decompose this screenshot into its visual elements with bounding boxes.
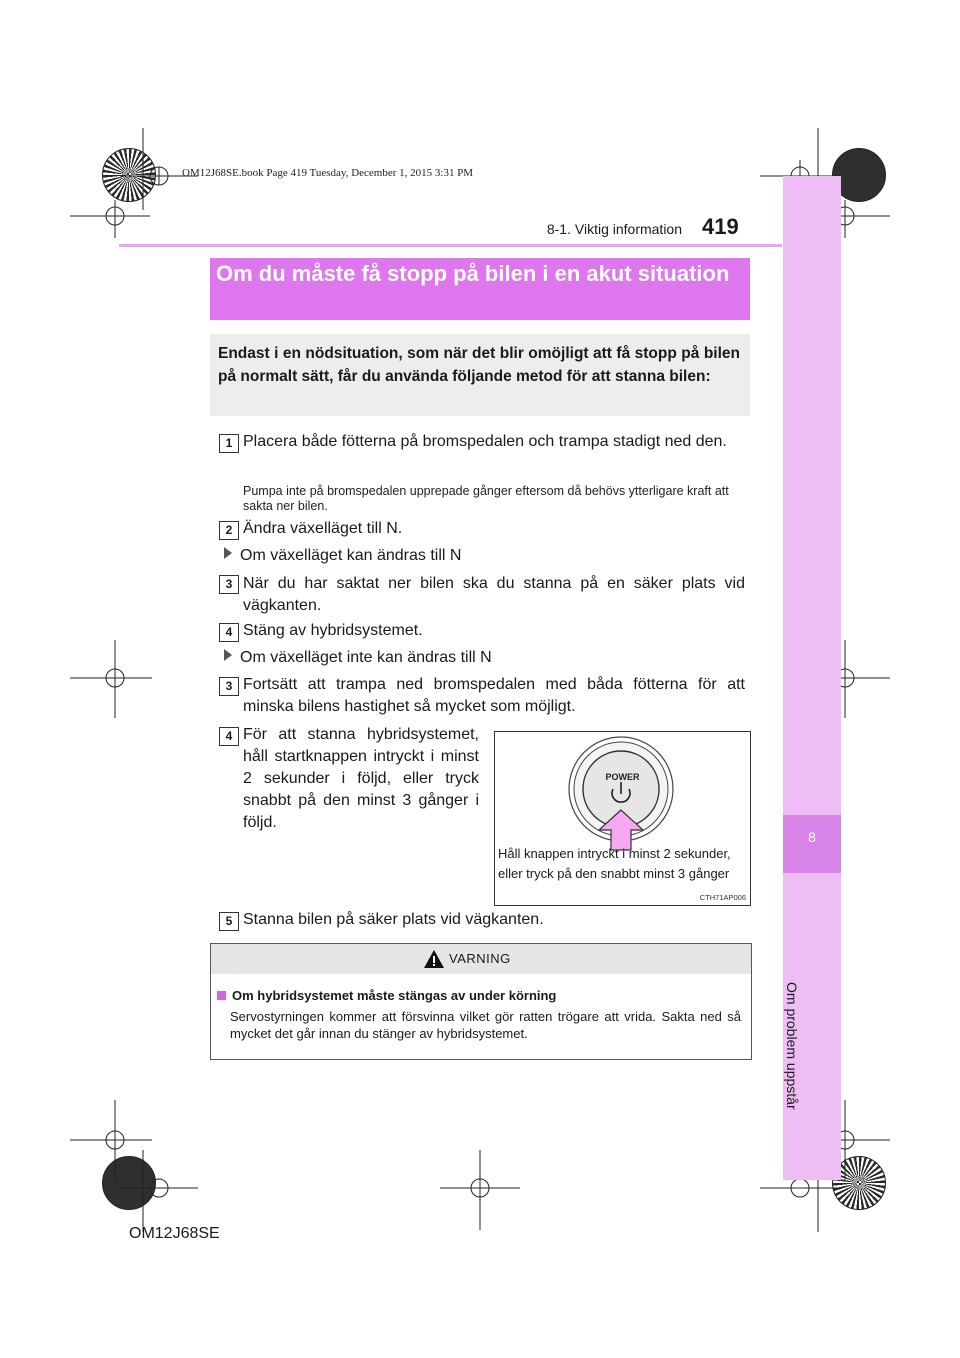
triangle-bullet-icon bbox=[224, 649, 232, 661]
sub-heading-text: Om växelläget kan ändras till N bbox=[240, 547, 462, 564]
step-number: 3 bbox=[219, 575, 239, 594]
intro-box bbox=[210, 334, 750, 416]
header-section-title: 8-1. Viktig information bbox=[546, 221, 682, 237]
step-number: 1 bbox=[219, 434, 239, 453]
step-note: Pumpa inte på bromspedalen upprepade gånger eftersom då behövs ytterligare kraft att sakta ner bilen. bbox=[243, 484, 729, 513]
step-text: Fortsätt att trampa ned bromspedalen med båda fötterna för att minska bilens hastighet så mycket som möjligt. bbox=[243, 676, 745, 715]
chapter-title-vertical bbox=[783, 882, 841, 1110]
intro-text: Endast i en nödsituation, som när det blir omöjligt att få stopp på bilen på normalt sätt, får du använda följande metod för att stanna bilen: bbox=[218, 345, 740, 385]
sub-heading bbox=[224, 647, 724, 669]
warning-triangle-icon bbox=[423, 949, 445, 969]
square-bullet-icon bbox=[217, 991, 226, 1000]
step-text: Ändra växelläget till N. bbox=[243, 520, 403, 537]
step-text: När du har saktat ner bilen ska du stanna på en säker plats vid vägkanten. bbox=[243, 575, 745, 614]
warning-title-text: Om hybridsystemet måste stängas av under körning bbox=[232, 988, 557, 1003]
warning-box bbox=[210, 943, 752, 1060]
warning-label: VARNING bbox=[449, 951, 511, 966]
step-number: 2 bbox=[219, 521, 239, 540]
registration-disc-icon bbox=[102, 1156, 156, 1210]
page-number: 419 bbox=[702, 214, 739, 239]
section-title: Om du måste få stopp på bilen i en akut situation bbox=[216, 261, 730, 286]
warning-title bbox=[217, 988, 556, 1003]
chapter-title: Om problem uppstår bbox=[784, 982, 800, 1110]
sub-heading bbox=[224, 545, 724, 567]
step-text: För att stanna hybridsystemet, håll startknappen intryckt i minst 2 sekunder i följd, eller tryck snabbt på den minst 3 gånger i följd. bbox=[243, 726, 479, 831]
step-text: Stanna bilen på säker plats vid vägkanten. bbox=[243, 911, 544, 928]
header-rule bbox=[119, 244, 782, 247]
step-text: Placera både fötterna på bromspedalen och trampa stadigt ned den. bbox=[243, 433, 727, 450]
power-button-illustration bbox=[495, 732, 750, 852]
step-number: 3 bbox=[219, 677, 239, 696]
footer-code: OM12J68SE bbox=[129, 1225, 220, 1242]
warning-header bbox=[211, 944, 751, 974]
power-button-figure bbox=[494, 731, 751, 906]
figure-caption: Håll knappen intryckt i minst 2 sekunder, eller tryck på den snabbt minst 3 gånger bbox=[498, 846, 731, 881]
section-title-box bbox=[210, 258, 750, 320]
step-number: 5 bbox=[219, 912, 239, 931]
step-text: Stäng av hybridsystemet. bbox=[243, 622, 423, 639]
power-button-label: POWER bbox=[605, 772, 640, 782]
triangle-bullet-icon bbox=[224, 547, 232, 559]
chapter-number: 8 bbox=[808, 829, 816, 845]
registration-sunburst-icon bbox=[102, 148, 156, 202]
figure-code: CTH71AP006 bbox=[699, 893, 746, 902]
warning-body: Servostyrningen kommer att försvinna vilket gör ratten trögare att vrida. Sakta ned så mycket det går innan du stänger av hybridsystemet. bbox=[230, 1009, 741, 1041]
sub-heading-text: Om växelläget inte kan ändras till N bbox=[240, 649, 492, 666]
step-number: 4 bbox=[219, 727, 239, 746]
step-number: 4 bbox=[219, 623, 239, 642]
book-print-line: OM12J68SE.book Page 419 Tuesday, December 1, 2015 3:31 PM bbox=[182, 167, 474, 179]
